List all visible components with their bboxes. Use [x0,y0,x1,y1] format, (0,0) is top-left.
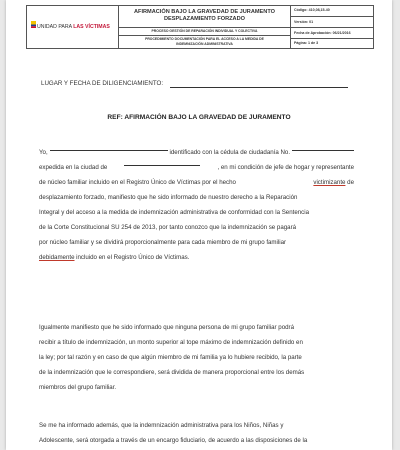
procedure-line-2: INDEMNIZACIÓN ADMINISTRATIVA [176,41,233,46]
place-date-field[interactable] [170,87,348,88]
paragraph-line: Adolescente, será otorgada a través de un encargo fiduciario, de acuerdo a las disposiciones de la [39,437,308,444]
paragraph-line: de la indemnización que le correspondiere, será dividida de manera proporcional entre los demás [39,369,305,376]
text-segment: , en mi condición de jefe de hogar y representante [217,164,354,171]
text-segment: de [345,179,354,186]
place-date-label: LUGAR Y FECHA DE DILIGENCIAMIENTO: [41,80,164,87]
paragraph-line: Se me ha informado además, que la indemnización administrativa para los Niños, Niñas y [39,422,284,429]
logo-cell [27,6,119,48]
issuing-city-field[interactable] [124,160,200,166]
page-number: Página: 1 de 3 [294,41,319,45]
paragraph-line: por núcleo familiar y se dividirá proporcionalmente para cada miembro de mi grupo familiar [39,239,287,246]
paragraph-line: la ley; por tal razón y en caso de que algún miembro de mi familia ya lo hubiere recibido, la parte [39,354,302,361]
paragraph-line: miembros del grupo familiar. [39,384,117,391]
text-segment: debidamente [39,254,75,261]
document-title [119,6,291,28]
document-code: Código: 410,08,15-40 [291,6,373,17]
text-segment: victimizante [313,179,346,186]
unidad-victimas-logo [37,24,110,30]
id-number-field[interactable] [292,145,354,151]
procedure-line-1: PROCEDIMIENTO DOCUMENTACIÓN PARA EL ACCESO A LA MEDIDA DE [145,37,264,41]
paragraph-line: recibir a título de indemnización, un monto superior al tope máximo de indemnización definido en [39,339,303,346]
paragraph-line [39,175,354,190]
procedure-name [119,36,291,48]
text-segment: identificado con la cédula de ciudadanía No. [169,149,291,156]
approval-date: Fecha de Aprobación: 06/21/2016 [291,28,373,39]
paragraph-line [39,250,354,265]
text-segment: Yo, [39,149,48,156]
name-field[interactable] [50,145,168,151]
colombia-flag-icon [31,21,36,28]
logo-prefix: UNIDAD PARA [37,24,74,30]
text-segment: de núcleo familiar incluido en el Registro Único de Víctimas por el hecho [39,179,236,186]
paragraph-1 [39,145,354,265]
text-segment: incluido en el Registro Único de Víctimas. [76,254,190,261]
title-line-2: DESPLAZAMIENTO FORZADO [163,16,245,22]
paragraph-line [39,160,354,175]
text-segment: expedida en la ciudad de [39,164,108,171]
paragraph-line: Integral y del acceso a la medida de indemnización administrativa de conformidad con la Sentencia [39,209,310,216]
process-name: PROCESO GESTIÓN DE REPARACIÓN INDIVIDUAL Y COLECTIVA [119,28,291,36]
document-header-table [26,5,374,49]
document-page [6,0,392,450]
paragraph-line: de la Corte Constitucional SU 254 de 2013, por tanto conozco que la indemnización se pagará [39,224,297,231]
paragraph-line: Igualmente manifiesto que he sido informado que ninguna persona de mi grupo familiar podrá [39,324,294,331]
paragraph-2 [39,320,354,395]
paragraph-line [39,145,354,160]
paragraph-3 [39,418,354,448]
logo-highlight: LAS VÍCTIMAS [73,24,110,30]
document-version: Versión: 01 [291,17,373,28]
reference-title: REF: AFIRMACIÓN BAJO LA GRAVEDAD DE JURAMENTO [107,114,291,121]
title-line-1: AFIRMACIÓN BAJO LA GRAVEDAD DE JURAMENTO [134,9,275,15]
paragraph-line: desplazamiento forzado, manifiesto que he sido informado de nuestro derecho a la Reparación [39,194,298,201]
